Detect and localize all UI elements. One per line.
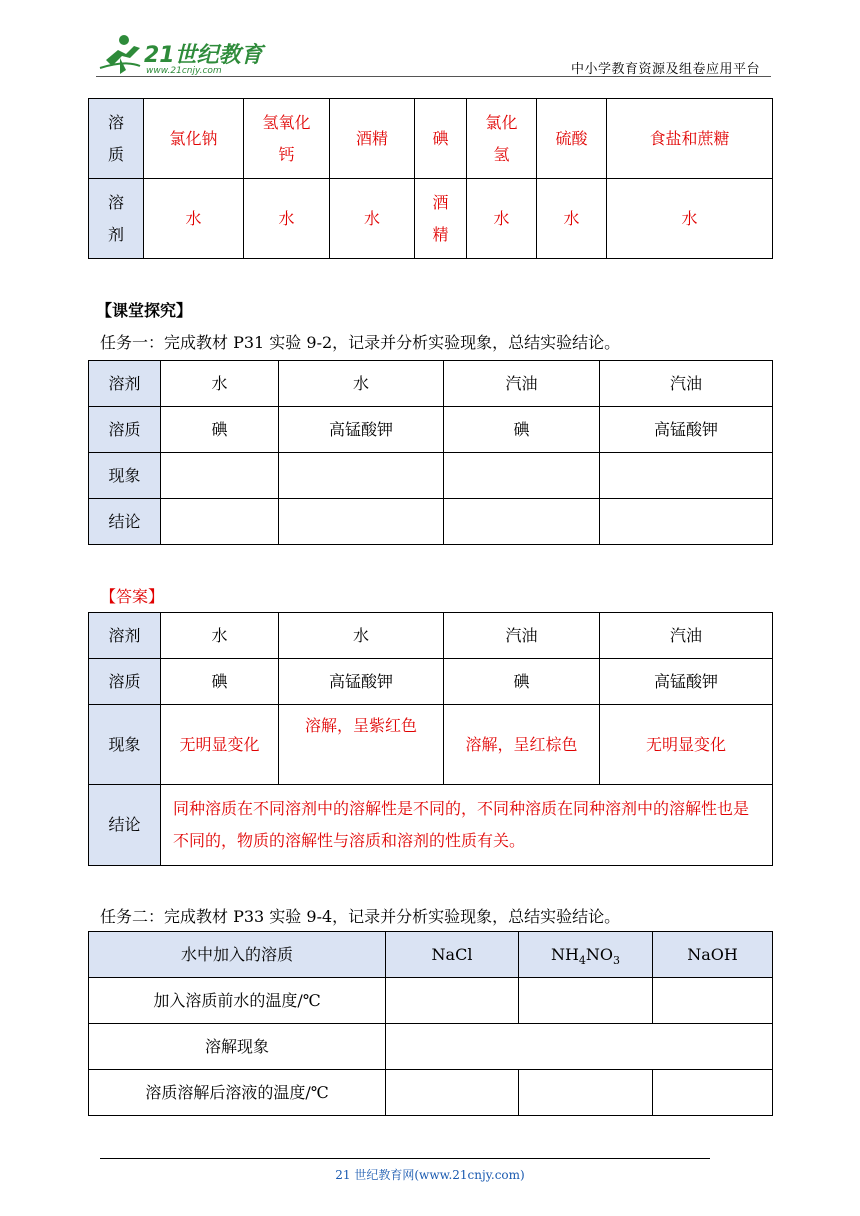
section-title: 【课堂探究】 [96,301,193,320]
cell-text: 碘 [432,128,449,148]
answer-table [88,612,773,866]
table-row [89,932,773,978]
table-cell: 碘 [161,407,279,453]
table-row [89,613,773,659]
cell-text: 水 [278,208,295,228]
cell-text: 氯化钠 [169,128,218,148]
cell-text: 水 [185,208,202,228]
logo-url: www.21cnjy.com [146,66,222,76]
empty-cell [444,499,600,545]
empty-cell [386,1070,519,1116]
table-cell: 汽油 [600,361,773,407]
table-row [89,407,773,453]
cell-text: 精 [432,224,449,244]
formula-part: NH [550,944,579,964]
task-one-text: 任务一：完成教材 P31 实验 9-2，记录并分析实验现象，总结实验结论。 [100,333,621,352]
table-cell: 碘 [161,659,279,705]
task-one-table [88,360,773,545]
cell-text: 钙 [278,144,295,164]
table-cell: 高锰酸钾 [279,659,444,705]
table-cell: 高锰酸钾 [279,407,444,453]
table-row [89,453,773,499]
table-cell: 溶解，呈红棕色 [444,705,600,785]
label-line: 溶 [107,192,124,212]
table-row [89,785,773,866]
solute-solvent-table [88,98,773,259]
table-row [89,705,773,785]
row-label: 溶质 [89,407,161,453]
table-row [89,361,773,407]
cell-text: 水 [493,208,510,228]
table-cell [607,99,773,179]
row-label: 溶质 [89,659,161,705]
header-divider [96,76,771,77]
cell-text: 水 [363,208,380,228]
column-header: NaOH [653,932,773,978]
label-line: 质 [107,144,124,164]
table-cell: 汽油 [444,613,600,659]
row-label: 溶剂 [89,361,161,407]
table-cell [144,99,244,179]
table-row [89,659,773,705]
table-row [89,179,773,259]
table-cell: 水 [279,613,444,659]
table-cell [244,179,330,259]
cell-text: 食盐和蔗糖 [649,128,730,148]
table-row [89,499,773,545]
row-label: 结论 [89,785,161,866]
empty-cell [444,453,600,499]
empty-cell [386,978,519,1024]
cell-text: 水 [563,208,580,228]
table-cell [467,179,537,259]
table-cell [537,179,607,259]
table-row [89,978,773,1024]
table-cell [330,179,415,259]
cell-text: 氢 [493,144,510,164]
table-cell: 水 [161,613,279,659]
table-cell [330,99,415,179]
empty-cell [600,499,773,545]
footer-link[interactable]: 21 世纪教育网(www.21cnjy.com) [335,1168,525,1182]
cell-text: 硫酸 [555,128,588,148]
table-row [89,1024,773,1070]
table-cell: 溶解，呈紫红色 [279,705,444,785]
table-cell: 汽油 [600,613,773,659]
cell-text: 酒 [432,192,449,212]
row-label: 溶解现象 [89,1024,386,1070]
table-cell: 无明显变化 [161,705,279,785]
empty-cell [600,453,773,499]
empty-cell [519,978,653,1024]
formula-subscript: 3 [613,953,621,967]
row-label-solvent [89,179,144,259]
table-cell [537,99,607,179]
table-cell [415,179,467,259]
footer-divider [100,1158,710,1159]
row-label: 加入溶质前水的温度/℃ [89,978,386,1024]
formula-part: NO [585,944,614,964]
column-header: 水中加入的溶质 [89,932,386,978]
table-cell [607,179,773,259]
table-cell [144,179,244,259]
formula-subscript: 4 [578,953,586,967]
logo-text: 21世纪教育 [144,43,263,68]
table-cell [244,99,330,179]
empty-cell [279,499,444,545]
table-cell: 高锰酸钾 [600,659,773,705]
row-label: 现象 [89,705,161,785]
conclusion-text: 同种溶质在不同溶剂中的溶解性是不同的，不同种溶质在同种溶剂中的溶解性也是不同的，物质的溶解性与溶质和溶剂的性质有关。 [161,785,773,866]
cell-text: 氯化 [485,112,518,132]
table-cell: 碘 [444,407,600,453]
row-label: 现象 [89,453,161,499]
column-header [519,932,653,978]
table-row [89,1070,773,1116]
table-cell: 水 [161,361,279,407]
row-label: 结论 [89,499,161,545]
cell-text: 水 [681,208,698,228]
table-cell [467,99,537,179]
table-cell: 汽油 [444,361,600,407]
platform-name: 中小学教育资源及组卷应用平台 [570,62,760,77]
empty-cell [519,1070,653,1116]
table-cell: 无明显变化 [600,705,773,785]
empty-cell [386,1024,773,1070]
table-cell: 高锰酸钾 [600,407,773,453]
task-two-text: 任务二：完成教材 P33 实验 9-4，记录并分析实验现象，总结实验结论。 [100,907,621,926]
table-cell [415,99,467,179]
empty-cell [653,978,773,1024]
label-line: 溶 [107,112,124,132]
label-line: 剂 [107,224,124,244]
table-cell: 水 [279,361,444,407]
site-logo [96,30,266,80]
task-two-table [88,931,773,1116]
empty-cell [653,1070,773,1116]
empty-cell [161,499,279,545]
empty-cell [279,453,444,499]
row-label-solute [89,99,144,179]
answer-title: 【答案】 [100,587,165,606]
empty-cell [161,453,279,499]
row-label: 溶剂 [89,613,161,659]
column-header: NaCl [386,932,519,978]
cell-text: 酒精 [355,128,388,148]
table-row [89,99,773,179]
cell-text: 氢氧化 [262,112,311,132]
table-cell: 碘 [444,659,600,705]
row-label: 溶质溶解后溶液的温度/℃ [89,1070,386,1116]
